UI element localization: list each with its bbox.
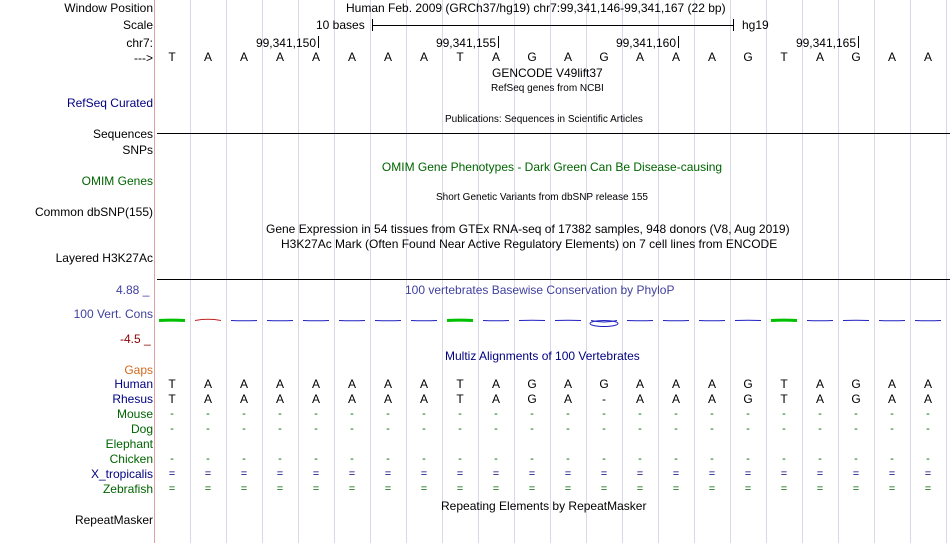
base-cell: A [203,377,212,391]
base-cell: = [888,468,896,480]
base-cell: - [350,408,354,420]
base-cell: = [852,483,860,495]
species-label-x_tropicalis[interactable]: X_tropicalis [90,467,153,481]
base-cell: A [923,392,932,406]
base-cell: G [743,50,753,64]
base-cell: - [890,453,894,465]
base-cell: - [530,423,534,435]
window-position-text: Human Feb. 2009 (GRCh37/hg19) chr7:99,341,146-99,341,167 (22 bp) [346,1,726,15]
species-label-elephant[interactable]: Elephant [105,437,153,451]
base-cell: - [530,453,534,465]
base-cell: A [311,50,320,64]
base-cell: T [780,377,788,391]
alignment-row-dog [154,422,950,436]
base-cell: - [638,453,642,465]
base-cell: = [780,483,788,495]
base-sequence-row [154,50,950,64]
base-cell: T [456,377,464,391]
base-cell: A [635,392,644,406]
ruler-tick-label: 99,341,165 [795,36,856,50]
base-cell: T [780,392,788,406]
base-cell: = [564,468,572,480]
base-cell: G [743,377,753,391]
base-cell: A [275,392,284,406]
base-cell: = [276,483,284,495]
base-cell: G [851,377,861,391]
base-cell: - [818,408,822,420]
base-cell: A [887,50,896,64]
species-label-dog[interactable]: Dog [130,422,153,436]
base-cell: = [636,483,644,495]
base-cell: = [924,483,932,495]
base-cell: A [311,392,320,406]
base-cell: A [347,50,356,64]
base-cell: - [458,453,462,465]
base-cell: - [926,423,930,435]
base-cell: A [707,392,716,406]
base-cell: A [923,50,932,64]
phylop-min-value: -4.5 _ [120,332,151,346]
dbsnp-track-title[interactable]: Short Genetic Variants from dbSNP release 155 [436,192,648,203]
base-cell: A [635,377,644,391]
base-cell: - [494,408,498,420]
gtex-track-title[interactable]: Gene Expression in 54 tissues from GTEx RNA-seq of 17382 samples, 948 donors (V8, Aug 2019) [266,222,790,236]
base-cell: = [204,483,212,495]
ruler-tick-label: 99,341,160 [615,36,676,50]
base-cell: A [239,392,248,406]
base-cell: - [242,453,246,465]
base-cell: - [566,408,570,420]
base-cell: = [888,483,896,495]
base-cell: - [566,453,570,465]
base-cell: A [815,377,824,391]
base-cell: T [456,50,464,64]
base-cell: A [923,377,932,391]
base-cell: - [458,408,462,420]
base-cell: - [566,423,570,435]
base-cell: = [456,468,464,480]
alignment-row-zebrafish [154,482,950,496]
scale-label: Scale [122,18,153,32]
base-cell: - [674,453,678,465]
base-cell: - [206,453,210,465]
base-cell: = [492,483,500,495]
base-cell: - [278,423,282,435]
base-cell: G [599,50,609,64]
base-cell: - [602,453,606,465]
species-label-rhesus[interactable]: Rhesus [112,392,153,406]
alignment-row-elephant [154,437,950,451]
layered-h3k27ac-label[interactable]: Layered H3K27Ac [55,251,153,265]
base-cell: - [854,453,858,465]
omim-track-title[interactable]: OMIM Gene Phenotypes - Dark Green Can Be Disease-causing [381,160,723,174]
omim-genes-label[interactable]: OMIM Genes [81,174,153,188]
refseq-curated-label[interactable]: RefSeq Curated [66,96,153,110]
base-cell: A [383,377,392,391]
base-cell: = [456,483,464,495]
base-cell: A [491,50,500,64]
base-cell: - [854,423,858,435]
base-cell: - [170,453,174,465]
base-cell: A [203,392,212,406]
base-cell: = [384,468,392,480]
base-cell: - [386,423,390,435]
base-cell: A [563,377,572,391]
base-cell: = [168,483,176,495]
base-cell: A [419,377,428,391]
sequences-label[interactable]: Sequences [92,127,153,141]
base-cell: G [527,50,537,64]
base-cell: - [278,408,282,420]
base-cell: T [168,377,176,391]
base-cell: A [239,50,248,64]
base-cell: - [674,408,678,420]
base-cell: = [240,468,248,480]
base-cell: = [816,483,824,495]
base-cell: = [672,468,680,480]
base-cell: T [168,50,176,64]
base-cell: G [527,392,537,406]
base-cell: A [563,50,572,64]
base-cell: A [671,392,680,406]
base-cell: T [456,392,464,406]
base-cell: = [780,468,788,480]
base-cell: - [602,408,606,420]
base-cell: - [926,453,930,465]
base-cell: = [744,468,752,480]
phylop-negative-mark [590,321,618,327]
base-cell: - [314,423,318,435]
base-cell: - [422,453,426,465]
base-cell: - [818,423,822,435]
base-cell: - [278,453,282,465]
base-cell: = [276,468,284,480]
base-cell: - [386,408,390,420]
gaps-label: Gaps [124,363,153,377]
base-cell: - [746,453,750,465]
base-cell: - [854,408,858,420]
base-cell: G [851,50,861,64]
ruler-tick-label: 99,341,155 [435,36,496,50]
base-cell: G [527,377,537,391]
base-cell: = [240,483,248,495]
base-cell: - [890,408,894,420]
base-cell: - [818,453,822,465]
base-cell: A [383,50,392,64]
base-cell: A [887,392,896,406]
base-cell: - [170,423,174,435]
base-cell: - [422,423,426,435]
base-cell: A [239,377,248,391]
base-cell: A [707,377,716,391]
base-cell: = [636,468,644,480]
base-cell: = [600,483,608,495]
base-cell: A [671,50,680,64]
base-cell: - [170,408,174,420]
base-cell: = [744,483,752,495]
base-cell: = [600,468,608,480]
base-cell: - [638,423,642,435]
snps-label[interactable]: SNPs [122,143,153,157]
base-cell: - [206,408,210,420]
base-cell: A [347,377,356,391]
common-dbsnp-label[interactable]: Common dbSNP(155) [34,205,153,219]
base-cell: A [491,377,500,391]
base-cell: - [782,423,786,435]
base-cell: - [422,408,426,420]
base-cell: - [638,408,642,420]
base-cell: - [710,423,714,435]
base-cell: A [275,50,284,64]
base-cell: A [707,50,716,64]
base-cell: - [350,423,354,435]
base-cell: - [602,423,606,435]
base-cell: A [671,377,680,391]
h3k27ac-track-title[interactable]: H3K27Ac Mark (Often Found Near Active Regulatory Elements) on 7 cell lines from ENCODE [281,237,778,251]
base-cell: = [204,468,212,480]
alignment-row-human [154,377,950,391]
base-cell: A [635,50,644,64]
base-cell: T [780,50,788,64]
vert-cons-label[interactable]: 100 Vert. Cons [73,307,153,321]
species-label-human[interactable]: Human [114,377,153,391]
base-cell: A [419,50,428,64]
base-cell: A [275,377,284,391]
base-cell: = [168,468,176,480]
base-cell: - [746,423,750,435]
base-cell: A [203,50,212,64]
base-cell: - [890,423,894,435]
base-cell: A [491,392,500,406]
base-cell: - [458,423,462,435]
base-cell: A [419,392,428,406]
base-cell: G [743,392,753,406]
base-cell: A [887,377,896,391]
publications-track-title[interactable]: Publications: Sequences in Scientific Articles [445,114,643,125]
alignment-row-mouse [154,407,950,421]
base-cell: = [708,483,716,495]
base-cell: A [815,392,824,406]
base-cell: A [815,50,824,64]
base-cell: - [242,423,246,435]
alignment-row-rhesus [154,392,950,406]
strand-arrow-label: ---> [134,51,153,65]
phylop-max-value: 4.88 _ [116,283,150,297]
base-cell: = [420,468,428,480]
base-cell: = [312,483,320,495]
base-cell: - [494,423,498,435]
base-cell: - [710,408,714,420]
base-cell: - [674,423,678,435]
base-cell: - [710,453,714,465]
base-cell: = [708,468,716,480]
window-position-label: Window Position [64,1,153,15]
refseq-track-subtitle: RefSeq genes from NCBI [491,83,604,94]
base-cell: - [314,453,318,465]
base-cell: - [926,408,930,420]
base-cell: = [348,483,356,495]
base-cell: G [851,392,861,406]
base-cell: = [420,483,428,495]
base-cell: - [386,453,390,465]
alignment-row-x_tropicalis [154,467,950,481]
ruler-tick-marks [319,36,859,48]
gencode-track-title[interactable]: GENCODE V49lift37 [492,66,603,80]
phylop-score-mark [195,319,221,320]
base-cell: A [347,392,356,406]
base-cell: A [563,392,572,406]
base-cell: - [530,408,534,420]
base-cell: - [314,408,318,420]
species-label-zebrafish[interactable]: Zebrafish [102,482,153,496]
base-cell: = [816,468,824,480]
base-cell: = [348,468,356,480]
species-label-mouse[interactable]: Mouse [116,407,153,421]
base-cell: - [494,453,498,465]
base-cell: - [602,392,606,406]
base-cell: = [528,468,536,480]
phylop-track-title[interactable]: 100 vertebrates Basewise Conservation by PhyloP [405,283,675,297]
assembly-label: hg19 [742,18,769,32]
repeatmasker-track-title[interactable]: Repeating Elements by RepeatMasker [441,499,647,513]
base-cell: = [924,468,932,480]
species-label-chicken[interactable]: Chicken [109,452,153,466]
base-cell: - [782,408,786,420]
base-cell: = [312,468,320,480]
base-cell: T [168,392,176,406]
base-cell: - [242,408,246,420]
base-cell: = [564,483,572,495]
alignment-row-chicken [154,452,950,466]
base-cell: = [384,483,392,495]
scale-bar-text: 10 bases [316,18,365,32]
chromosome-label: chr7: [126,36,153,50]
base-cell: A [311,377,320,391]
base-cell: - [350,453,354,465]
base-cell: - [206,423,210,435]
base-cell: - [746,408,750,420]
base-cell: = [528,483,536,495]
repeatmasker-label[interactable]: RepeatMasker [74,513,153,527]
base-cell: - [782,453,786,465]
base-cell: G [599,377,609,391]
multiz-track-title[interactable]: Multiz Alignments of 100 Vertebrates [445,349,640,363]
base-cell: A [383,392,392,406]
base-cell: = [852,468,860,480]
base-cell: = [492,468,500,480]
ruler-tick-label: 99,341,150 [255,36,316,50]
base-cell: = [672,483,680,495]
